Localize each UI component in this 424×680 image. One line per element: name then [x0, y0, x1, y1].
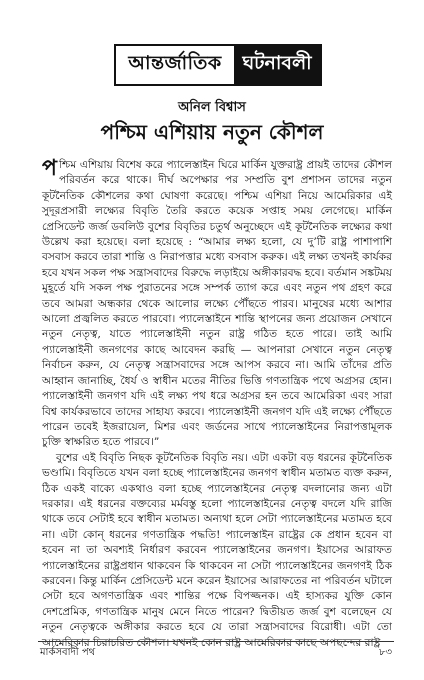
footer-rule [38, 641, 394, 642]
paragraph-text: বুশের এই বিবৃতি নিছক কূটনৈতিক বিবৃতি নয়। এটা একটা বড় ধরনের কূটনৈতিক ভণ্ডামি। বিবৃতিতে যখন বলা হচ্ছে প্যালেস্তাইনের জনগণ স্বাধীন মতামত ব্যক্ত করুন, ঠিক একই বাক্যে একথাও বলা হচ্ছে প্যালেস্তাইনের নেতৃত্ব বদলানোর জন্য এটা দরকার। এই ধরনের বক্তব্যের মর্মবস্তু হলো প্যালেস্তাইনের নেতৃত্ব বদলে যদি রাজি থাকে তবে সেটাই হবে স্বাধীন মতামত। অন্যথা হলে সেটা প্যালেস্তাইনের মতামত হবে না। এটা কোন্ ধরনের গণতান্ত্রিক পদ্ধতি! প্যালেস্তাইন রাষ্ট্রের কে প্রধান হবেন বা হবেন না তা অবশ্যই নির্ধারণ করবেন প্যালেস্তাইনের জনগণ। ইয়াসের আরাফত প্যালেস্তাইনের রাষ্ট্রপ্রধান থাকবেন কি থাকবেন না সেটা প্যালেস্তাইনের জনগণই ঠিক করবেন। কিন্তু মার্কিন প্রেসিডেন্ট মনে করেন ইয়াসের আরাফতের না পরিবর্তন ঘটালে সেটা হবে অগণতান্ত্রিক এবং শান্তির পক্ষে বিপজ্জনক। এই হাস্যকর যুক্তি কোন দেশপ্রেমিক, গণতান্ত্রিক মানুষ মেনে নিতে পারেন? দ্বিতীয়ত জর্জ বুশ বলেছেন যে নতুন নেতৃত্বকে অঙ্গীকার করতে হবে যে তারা সন্ত্রাসবাদের বিরোধী। এটা তো আমেরিকার চিরাচরিত কৌশল। যখনই কোন রাষ্ট্র আমেরিকার কাছে অপছন্দের রাষ্ট্র [42, 451, 392, 649]
article-title: পশ্চিম এশিয়ায় নতুন কৌশল [100, 120, 324, 144]
publication-name: মার্কসবাদী পথ [40, 647, 96, 658]
section-banner [114, 44, 322, 86]
section-label-left: আন্তর্জাতিক [116, 46, 234, 84]
page-number: ৮৩ [379, 647, 392, 658]
article-paragraph [42, 451, 392, 651]
article-body [42, 155, 392, 651]
article-paragraph [42, 155, 392, 451]
drop-cap: প [42, 155, 57, 181]
article-author: অনিল বিশ্বাস [178, 100, 246, 115]
section-label-right: ঘটনাবলী [234, 46, 320, 84]
paragraph-text: শ্চিম এশিয়ায় বিশেষ করে প্যালেস্তাইন ঘিরে মার্কিন যুক্তরাষ্ট্র প্রায়ই তাদের কৌশল পরিবর্তন করে থাকে। দীর্ঘ অপেক্ষার পর সম্প্রতি বুশ প্রশাসন তাদের নতুন কূটনৈতিক কৌশলের কথা ঘোষণা করেছে। পশ্চিম এশিয়া নিয়ে আমেরিকার এই সুদূরপ্রসারী লক্ষ্যের বিবৃতি তৈরি করতে কয়েক সপ্তাহ সময় লেগেছে। মার্কিন প্রেসিডেন্ট জর্জ ডবলিউ বুশের বিবৃতির চতুর্থ অনুচ্ছেদে এই কূটনৈতিক লক্ষ্যের কথা উল্লেখ করা হয়েছে। বলা হয়েছে : “আমার লক্ষ্য হলো, যে দু’টি রাষ্ট্র পাশাপাশি বসবাস করবে তারা শান্তি ও নিরাপত্তার মধ্যে বসবাস করুক। এই লক্ষ্য তখনই কার্যকর হবে যখন সকল পক্ষ সন্ত্রাসবাদের বিরুদ্ধে লড়াইয়ে অঙ্গীকারবদ্ধ হবে। বর্তমান সঙ্কটময় মুহূর্তে যদি সকল পক্ষ পুরাতনের সঙ্গে সম্পর্ক ত্যাগ করে এবং নতুন পথ গ্রহণ করে তবে আমরা অন্ধকার থেকে আলোর লক্ষ্যে পৌঁছতে পারব। মানুষের মধ্যে আশার আলো প্রজ্বলিত করতে পারবো। প্যালেস্তাইনে শান্তি স্থাপনের জন্য প্রয়োজন সেখানে নতুন নেতৃত্ব, যাতে প্যালেস্তাইনী নতুন রাষ্ট্র গঠিত হতে পারে। তাই আমি প্যালেস্তাইনী জনগণের কাছে আবেদন করছি — আপনারা সেখানে নতুন নেতৃত্ব নির্বাচন করুন, যে নেতৃত্ব সন্ত্রাসবাদের সঙ্গে আপস করবে না। আমি তাঁদের প্রতি আহ্বান জানাচ্ছি, ধৈর্য ও স্বাধীন মতের নীতির ভিত্তি গণতান্ত্রিক পথে অগ্রসর হোন। প্যালেস্তাইনী জনগণ যদি এই লক্ষ্য পথ ধরে অগ্রসর হন তবে আমেরিকা এবং সারা বিশ্ব কার্যকরভাবে তাদের সাহায্য করবে। প্যালেস্তাইনী জনগণ যদি এই লক্ষ্যে পৌঁছতে পারেন তবেই ইজরায়েল, মিশর এবং জর্ডনের সাথে প্যালেস্তাইনের নিরাপত্তামূলক চুক্তি স্বাক্ষরিত হতে পারবে।” [42, 159, 392, 449]
